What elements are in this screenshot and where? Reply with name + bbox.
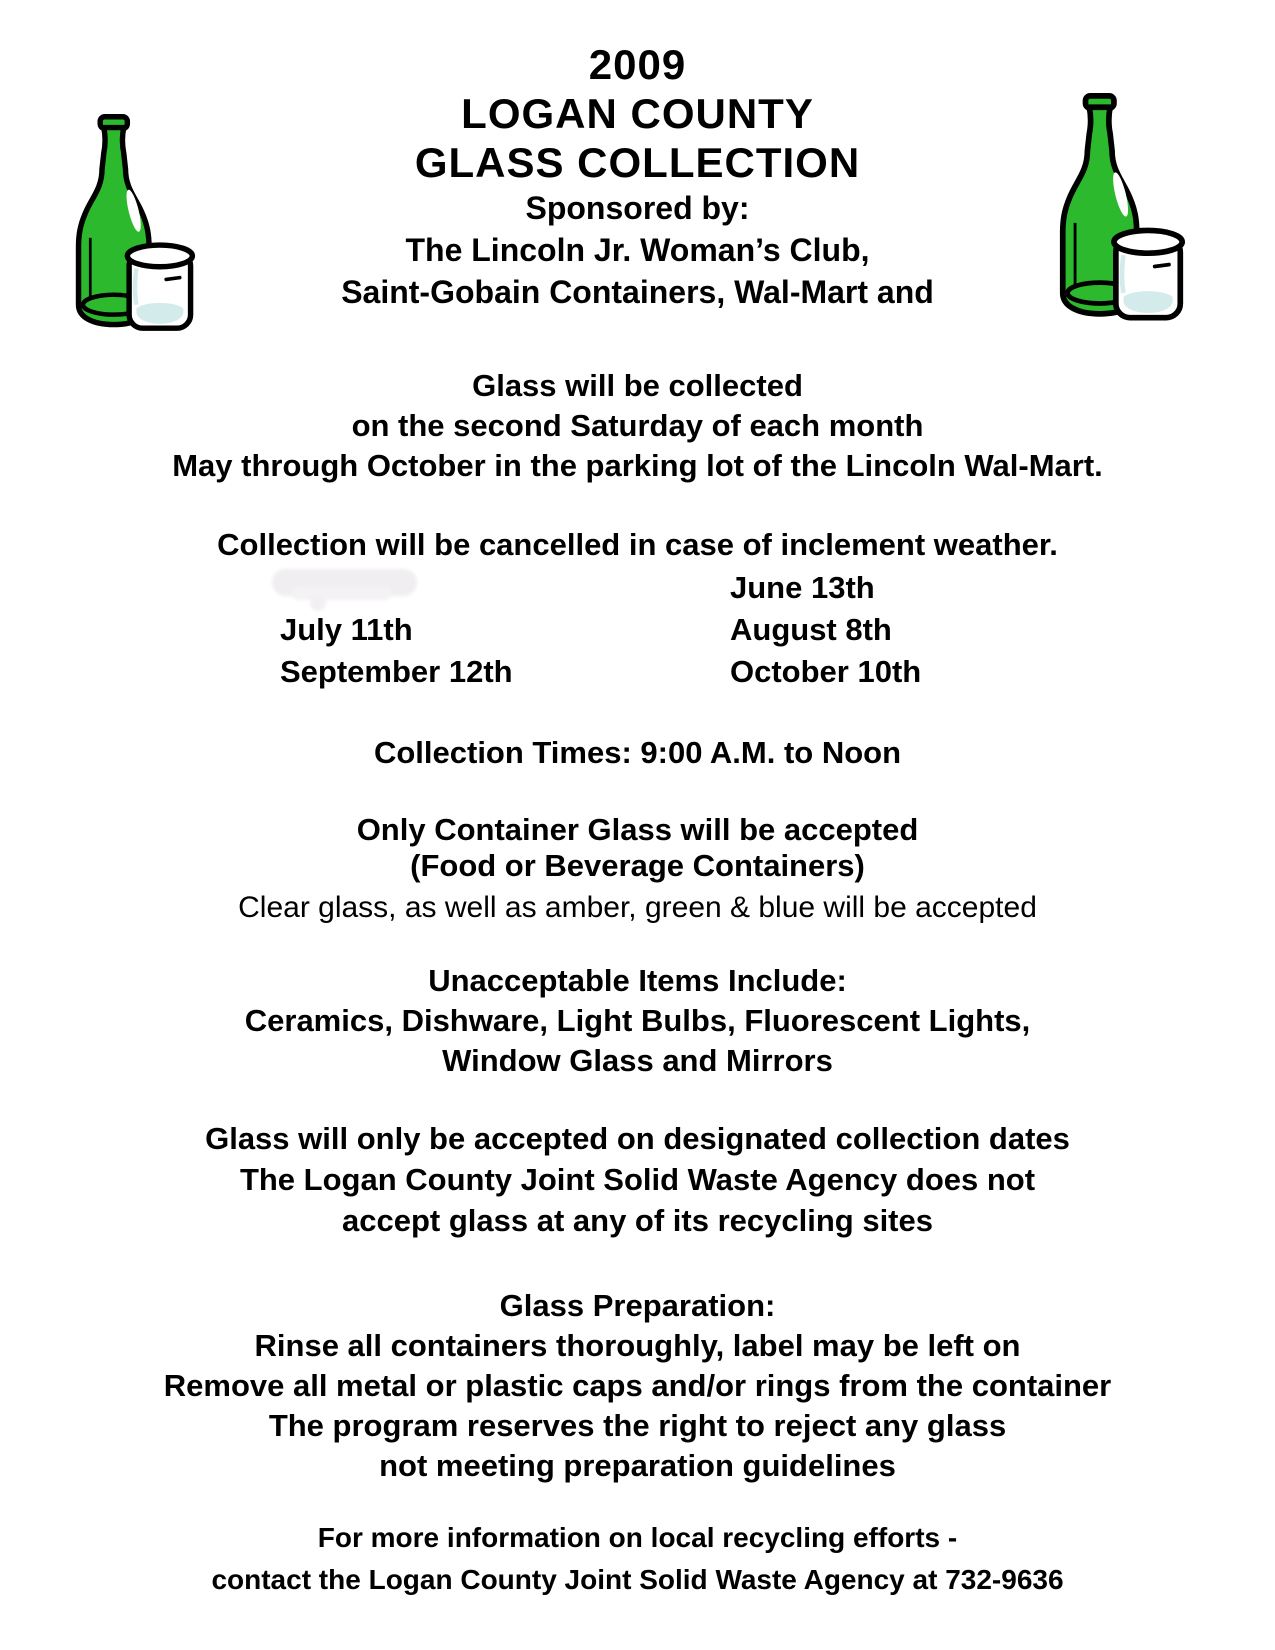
preparation-line-4: not meeting preparation guidelines <box>379 1448 896 1483</box>
collection-times-line: Collection Times: 9:00 A.M. to Noon <box>373 735 902 770</box>
accepted-line-1: Only Container Glass will be accepted <box>356 812 919 847</box>
preparation-line-1: Rinse all containers thoroughly, label may be left on <box>254 1328 1021 1363</box>
unacceptable-heading: Unacceptable Items Include: <box>428 963 847 998</box>
date-june: June 13th <box>730 570 875 605</box>
collection-dates <box>0 567 1275 693</box>
erased-date-smudge <box>272 569 417 596</box>
accepted-section <box>0 812 1275 926</box>
intro-line-2: on the second Saturday of each month <box>351 408 924 443</box>
footer-line-2: contact the Logan County Joint Solid Waste Agency at 732-9636 <box>211 1564 1064 1595</box>
designated-line-1: Glass will only be accepted on designated collection dates <box>205 1121 1070 1156</box>
title-line-2: GLASS COLLECTION <box>414 139 861 186</box>
footer-contact <box>0 1517 1275 1601</box>
cancellation-line: Collection will be cancelled in case of inclement weather. <box>217 527 1058 562</box>
preparation-line-3: The program reserves the right to reject any glass <box>268 1408 1007 1443</box>
accepted-line-2: (Food or Beverage Containers) <box>410 848 865 883</box>
sponsor-line-2: Saint-Gobain Containers, Wal-Mart and <box>341 274 934 310</box>
date-october: October 10th <box>730 654 922 689</box>
intro-line-1: Glass will be collected <box>472 368 803 403</box>
date-september: September 12th <box>280 654 513 689</box>
accepted-note: Clear glass, as well as amber, green & blue will be accepted <box>238 891 1037 924</box>
sponsor-line-1: The Lincoln Jr. Woman’s Club, <box>405 232 870 268</box>
cancellation-notice <box>0 528 1275 562</box>
designated-line-2: The Logan County Joint Solid Waste Agency does not <box>239 1162 1036 1197</box>
unacceptable-section <box>0 961 1275 1081</box>
designated-dates-section <box>0 1118 1275 1241</box>
title-block <box>0 40 1275 313</box>
preparation-line-2: Remove all metal or plastic caps and/or rings from the container <box>163 1368 1112 1403</box>
collection-times <box>0 736 1275 770</box>
designated-line-3: accept glass at any of its recycling sites <box>342 1203 933 1238</box>
date-july: July 11th <box>280 612 413 647</box>
date-row <box>0 567 1275 609</box>
date-august: August 8th <box>730 612 892 647</box>
footer-line-1: For more information on local recycling efforts - <box>317 1522 958 1553</box>
preparation-section <box>0 1286 1275 1486</box>
unacceptable-line-2: Window Glass and Mirrors <box>442 1043 833 1078</box>
sponsored-by-label: Sponsored by: <box>525 190 750 226</box>
unacceptable-line-1: Ceramics, Dishware, Light Bulbs, Fluorescent Lights, <box>244 1003 1031 1038</box>
intro-paragraph <box>0 366 1275 486</box>
preparation-heading: Glass Preparation: <box>499 1288 776 1323</box>
date-row <box>0 651 1275 693</box>
intro-line-3: May through October in the parking lot of the Lincoln Wal-Mart. <box>172 448 1103 483</box>
year-title: 2009 <box>588 41 687 88</box>
date-row <box>0 609 1275 651</box>
title-line-1: LOGAN COUNTY <box>461 90 814 137</box>
